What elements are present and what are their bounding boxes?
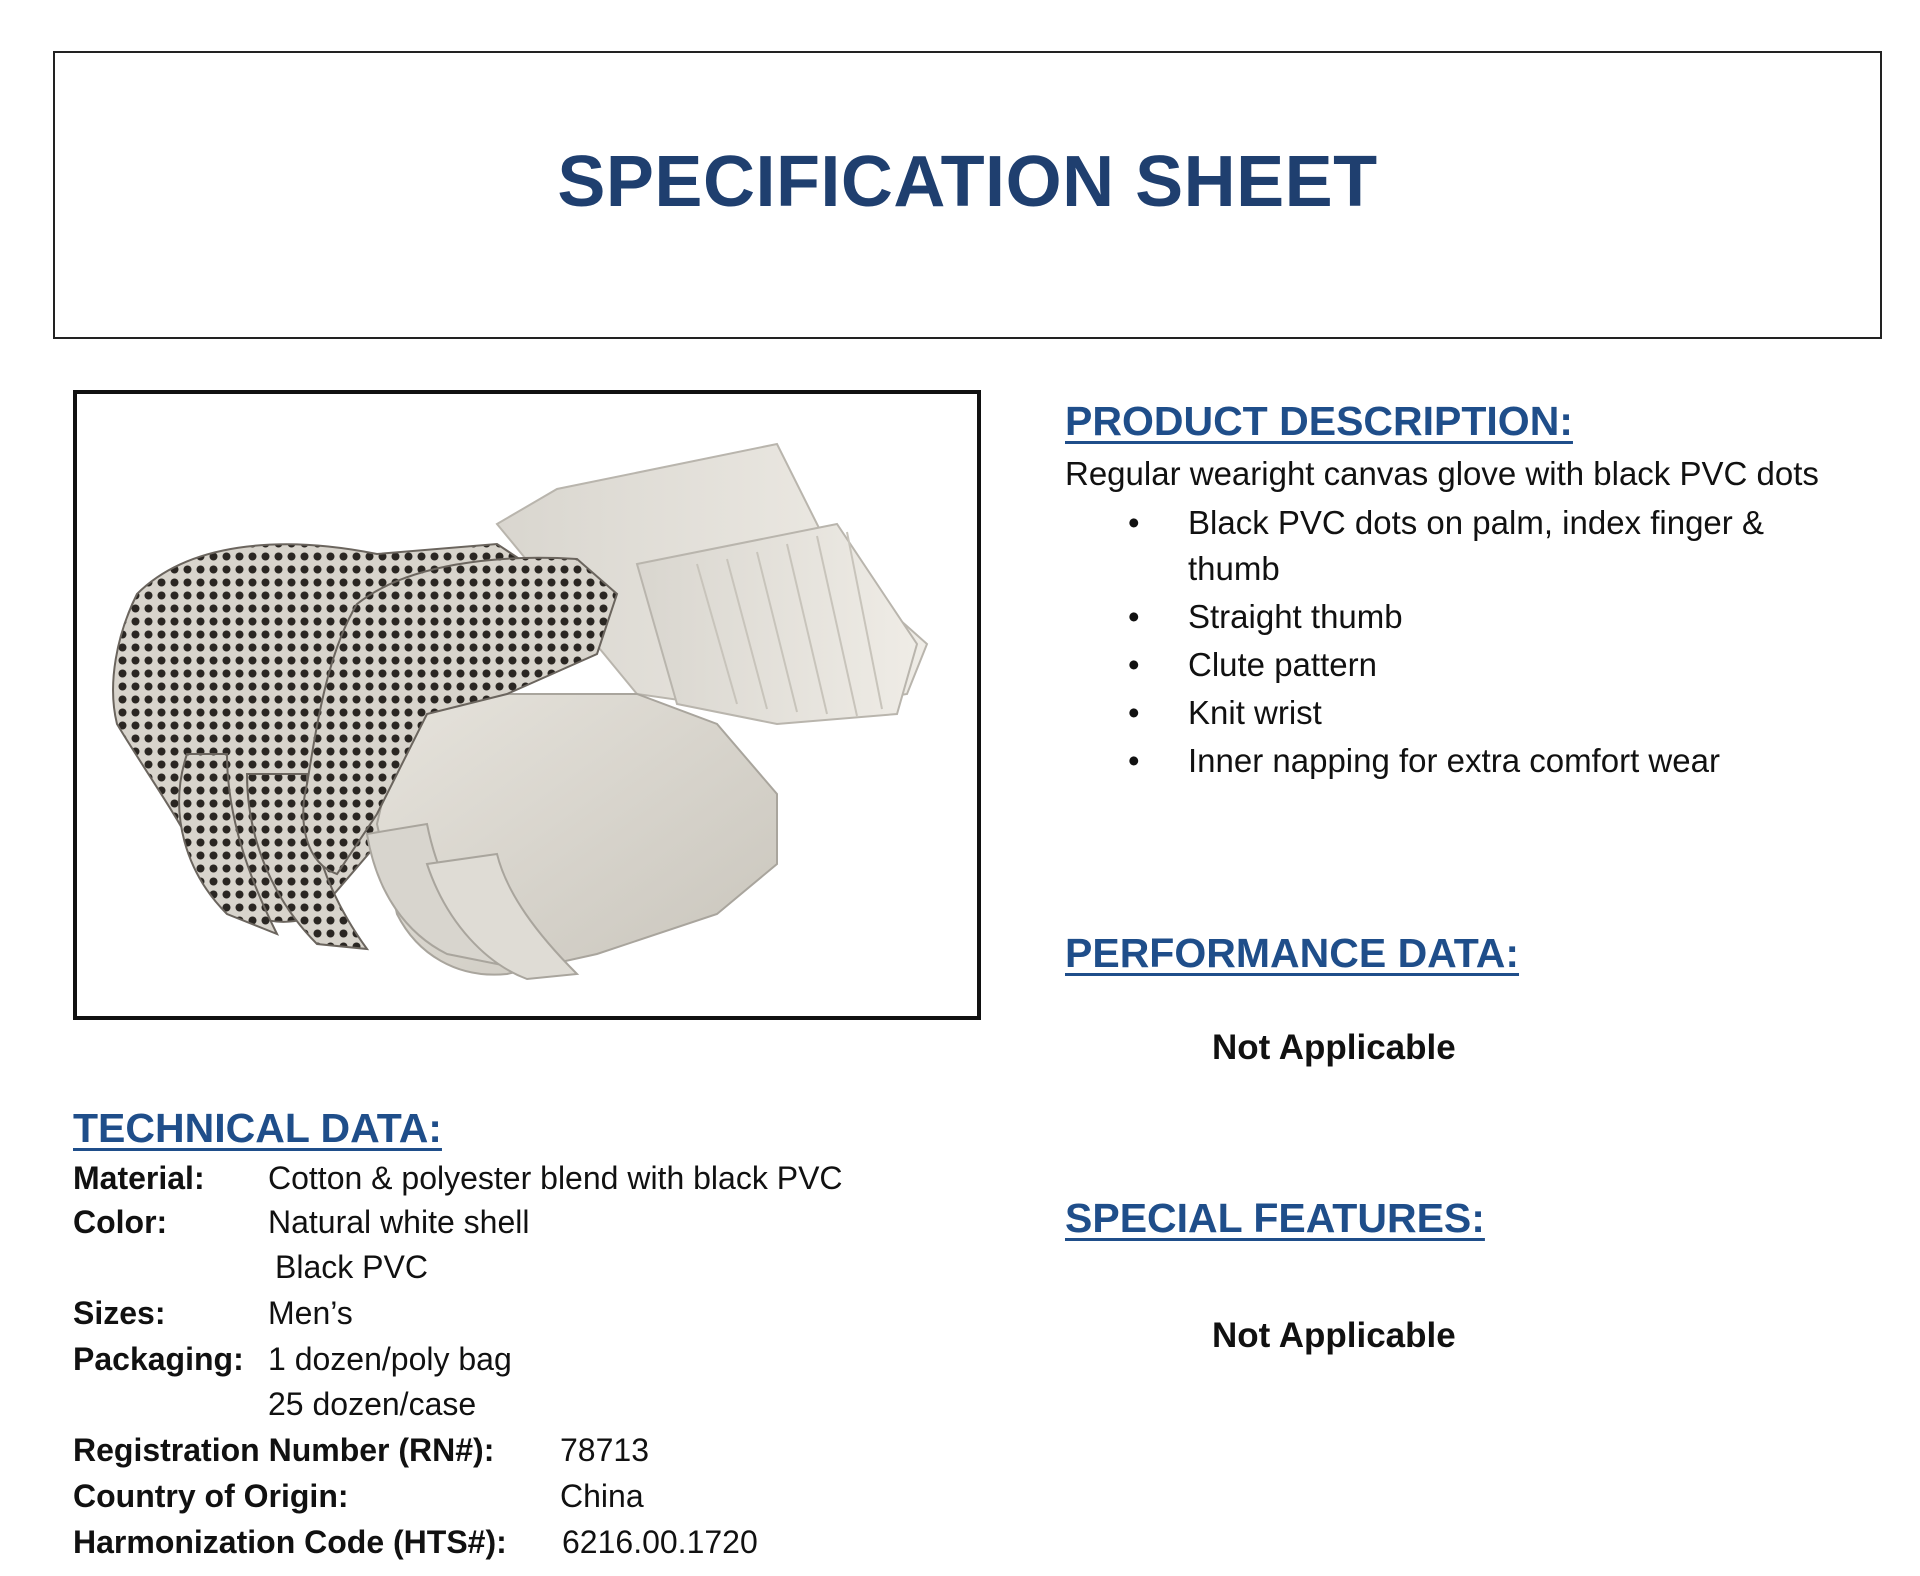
packaging-value-2: 25 dozen/case [268,1386,477,1422]
color-value: Natural white shell [268,1204,530,1240]
hts-label: Harmonization Code (HTS#): [73,1524,507,1560]
packaging-value: 1 dozen/poly bag [268,1341,512,1377]
material-label: Material: [73,1160,205,1196]
product-image [73,390,981,1020]
feature-text: Straight thumb [1188,598,1403,635]
color-label: Color: [73,1204,168,1240]
bullet-icon: • [1128,598,1140,635]
list-item [1128,594,1828,640]
packaging-label: Packaging: [73,1341,244,1377]
page-title: SPECIFICATION SHEET [557,142,1378,222]
product-description-summary: Regular wearight canvas glove with black PVC dots [1065,455,1819,492]
sizes-value: Men’s [268,1295,353,1331]
origin-label: Country of Origin: [73,1478,349,1514]
material-value: Cotton & polyester blend with black PVC [268,1160,843,1196]
list-item [1128,642,1828,688]
bullet-icon: • [1128,504,1140,541]
sizes-label: Sizes: [73,1295,166,1331]
feature-text: Black PVC dots on palm, index finger & thumb [1188,504,1764,587]
title-box [53,51,1882,339]
color-value-2: Black PVC [275,1249,428,1285]
rn-label: Registration Number (RN#): [73,1432,495,1468]
feature-text: Knit wrist [1188,694,1322,731]
performance-data-heading: PERFORMANCE DATA: [1065,930,1520,976]
bullet-icon: • [1128,742,1140,779]
list-item [1128,500,1828,592]
hts-value: 6216.00.1720 [562,1524,758,1560]
rn-value: 78713 [560,1432,649,1468]
list-item [1128,738,1828,784]
bullet-icon: • [1128,646,1140,683]
feature-text: Clute pattern [1188,646,1377,683]
technical-data-heading: TECHNICAL DATA: [73,1105,442,1151]
performance-data-value: Not Applicable [1212,1028,1456,1067]
special-features-value: Not Applicable [1212,1316,1456,1355]
feature-text: Inner napping for extra comfort wear [1188,742,1720,779]
special-features-heading: SPECIAL FEATURES: [1065,1195,1485,1241]
bullet-icon: • [1128,694,1140,731]
origin-value: China [560,1478,644,1514]
list-item [1128,690,1828,736]
glove-illustration [77,394,977,1016]
product-features-list [1128,500,1828,786]
product-description-heading: PRODUCT DESCRIPTION: [1065,398,1573,444]
